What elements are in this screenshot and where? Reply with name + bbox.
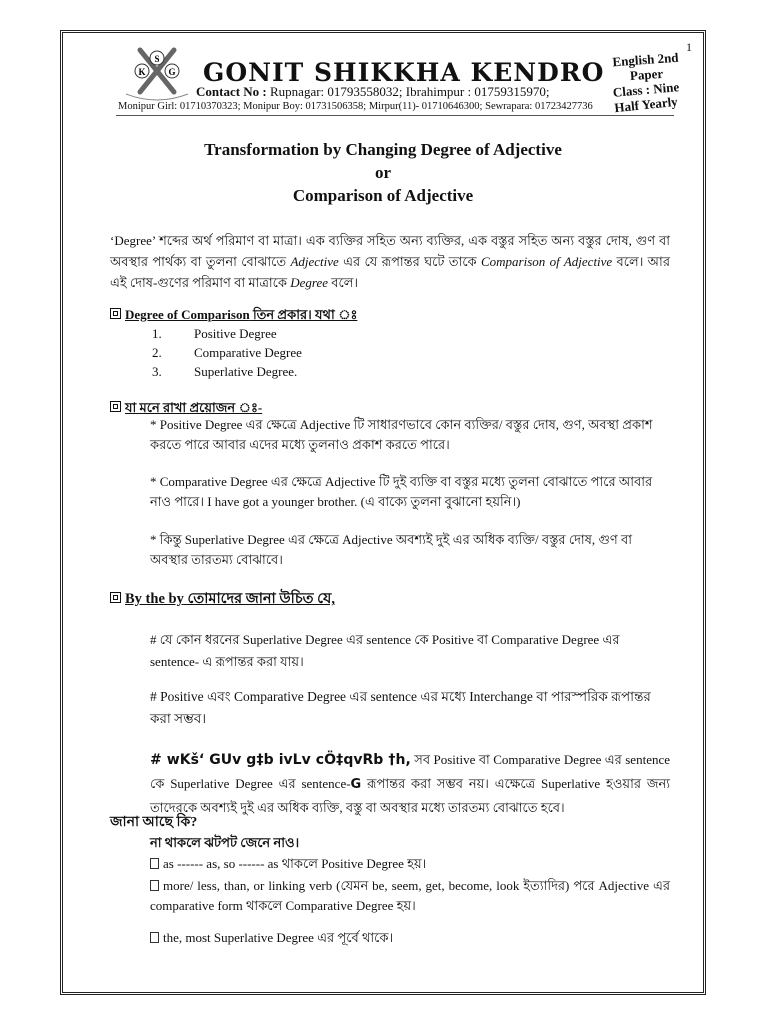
logo-letter: S <box>154 54 160 64</box>
intro-adjective: Adjective <box>290 254 339 269</box>
known-item-text: as ------ as, so ------ as থাকলে Positive Degree হয়। <box>163 856 427 871</box>
bytheby-heading-text: By the by <box>125 591 184 607</box>
list-number: 3. <box>152 364 162 379</box>
known-subheading: না থাকলে ঝটপট জেনে নাও। <box>150 835 300 850</box>
known-heading: জানা আছে কি? <box>110 815 198 830</box>
page-icon <box>150 932 159 943</box>
remember-heading-text: যা মনে রাখা প্রয়োজন ঃ- <box>125 400 263 415</box>
degree-heading-text: Degree of Comparison <box>125 307 250 322</box>
bytheby-heading-suffix: তোমাদের জানা উচিত যে, <box>183 591 336 607</box>
badge-exam: Half Yearly <box>613 93 679 116</box>
known-item-text: the, most Superlative Degree এর পূর্বে থাকে। <box>163 930 394 945</box>
degree-heading <box>110 305 357 325</box>
remember-point-1: * Positive Degree এর ক্ষেত্রে Adjective টি সাধারণভাবে কোন ব্যক্তির/ বস্তুর দোষ, গুণ, অবস্থা প্রকাশ করতে পারে আবার এদের মধ্যে তুলনাও প্রকাশ করতে পারে। <box>150 417 653 452</box>
contact-label: Contact No : <box>196 84 267 99</box>
list-item <box>152 343 302 362</box>
bytheby-point-2: # Positive এবং Comparative Degree এর sentence এর মধ্যে Interchange বা পারস্পরিক রূপান্তর করা সম্ভব। <box>150 689 651 726</box>
list-number: 2. <box>152 345 162 360</box>
title-line2: Comparison of Adjective <box>292 186 474 205</box>
square-bullet-icon <box>110 401 121 412</box>
page-number: 1 <box>686 40 692 54</box>
page-icon <box>150 858 159 869</box>
intro-paragraph <box>110 230 670 293</box>
intro-text: এর যে রূপান্তর ঘটে তাকে <box>338 254 481 269</box>
contact-line <box>196 84 549 100</box>
known-item-text: more/ less, than, or linking verb (যেমন be, seem, get, become, look ইত্যাদির) পরে Adjective এর comparative form থাকলে Comparative Degree হয়। <box>150 878 670 913</box>
list-item <box>152 362 302 381</box>
square-bullet-icon <box>110 592 121 603</box>
paper-badge <box>596 49 696 116</box>
bytheby-point-3-lead: # wKš‘ GUv g‡b ivLv cÖ‡qvRb †h, <box>150 752 411 768</box>
list-label: Positive Degree <box>194 326 277 341</box>
bytheby-point-1: # যে কোন ধরনের Superlative Degree এর sentence কে Positive বা Comparative Degree এর sentence- এ রূপান্তর করা যায়। <box>150 632 620 669</box>
known-item-3 <box>150 928 670 948</box>
bytheby-point-3-end: রূপান্তর করা সম্ভব নয়। এক্ষেত্রে Superlative হওয়ার জন্য তাদেরকে অবশ্যই দুই এর অধিক ব্যক্তি, বস্তু বা অবস্থার মধ্যে তারতম্য বোঝাতে হবে। <box>150 776 670 815</box>
intro-text: ‘Degree’ শব্দের অর্থ পরিমাণ বা মাত্রা। এক ব্যক্তির সহিত অন্য ব্যক্তির, এক বস্তুর সহিত অন্য বস্তুর দোষ, গুণ বা অবস্থার পার্থক্য বা তুলনা বোঝাতে <box>110 233 670 269</box>
branch-numbers: Monipur Girl: 01710370323; Monipur Boy: 01731506358; Mirpur(11)- 01710646300; Sewrapara: 01723427736 <box>118 101 593 112</box>
page-icon <box>150 880 159 891</box>
remember-point-3: * কিন্তু Superlative Degree এর ক্ষেত্রে Adjective অবশ্যই দুই এর অধিক ব্যক্তি/ বস্তুর দোষ, গুণ বা অবস্থার তারতম্য বোঝাবে। <box>150 532 633 567</box>
header-divider <box>116 115 674 116</box>
known-item-1 <box>150 854 670 874</box>
square-bullet-icon <box>110 308 121 319</box>
bytheby-point-3-g: G <box>350 777 362 792</box>
title-line1: Transformation by Changing Degree of Adjective <box>204 140 562 159</box>
intro-degree: Degree <box>290 275 328 290</box>
known-item-2 <box>150 876 670 916</box>
list-label: Superlative Degree. <box>194 364 298 379</box>
title-or: or <box>374 163 392 182</box>
org-name: GONIT SHIKKHA KENDRO <box>203 58 605 87</box>
badge-class: Class : Nine <box>612 79 680 100</box>
bytheby-point-3-text: সব Positive বা Comparative Degree এর sentence কে Superlative Degree এর sentence- <box>150 752 671 791</box>
logo-letter: K <box>138 67 146 77</box>
list-item <box>152 324 302 343</box>
intro-text: বলে। <box>328 275 359 290</box>
degree-heading-suffix: তিন প্রকার। যথা ঃ <box>249 307 358 322</box>
logo-icon <box>118 44 196 104</box>
bytheby-heading <box>110 589 335 609</box>
intro-comparison: Comparison of Adjective <box>481 254 613 269</box>
bytheby-point-3 <box>150 748 670 819</box>
badge-subject: English 2nd Paper <box>611 49 679 84</box>
intro-text: বলে। আর এই দোষ-গুণের পরিমাণ বা মাত্রাকে <box>110 254 670 290</box>
logo-letter: G <box>168 67 176 77</box>
list-number: 1. <box>152 326 162 341</box>
list-label: Comparative Degree <box>194 345 302 360</box>
contact-numbers: Rupnagar: 01793558032; Ibrahimpur : 01759315970; <box>270 84 550 99</box>
degree-list <box>152 324 302 381</box>
remember-point-2: * Comparative Degree এর ক্ষেত্রে Adjective টি দুই ব্যক্তি বা বস্তুর মধ্যে তুলনা বোঝাতে পারে আবার নাও পারে। I have got a younger brother. (এ বাক্যে তুলনা বুঝানো হয়নি।) <box>150 474 653 509</box>
